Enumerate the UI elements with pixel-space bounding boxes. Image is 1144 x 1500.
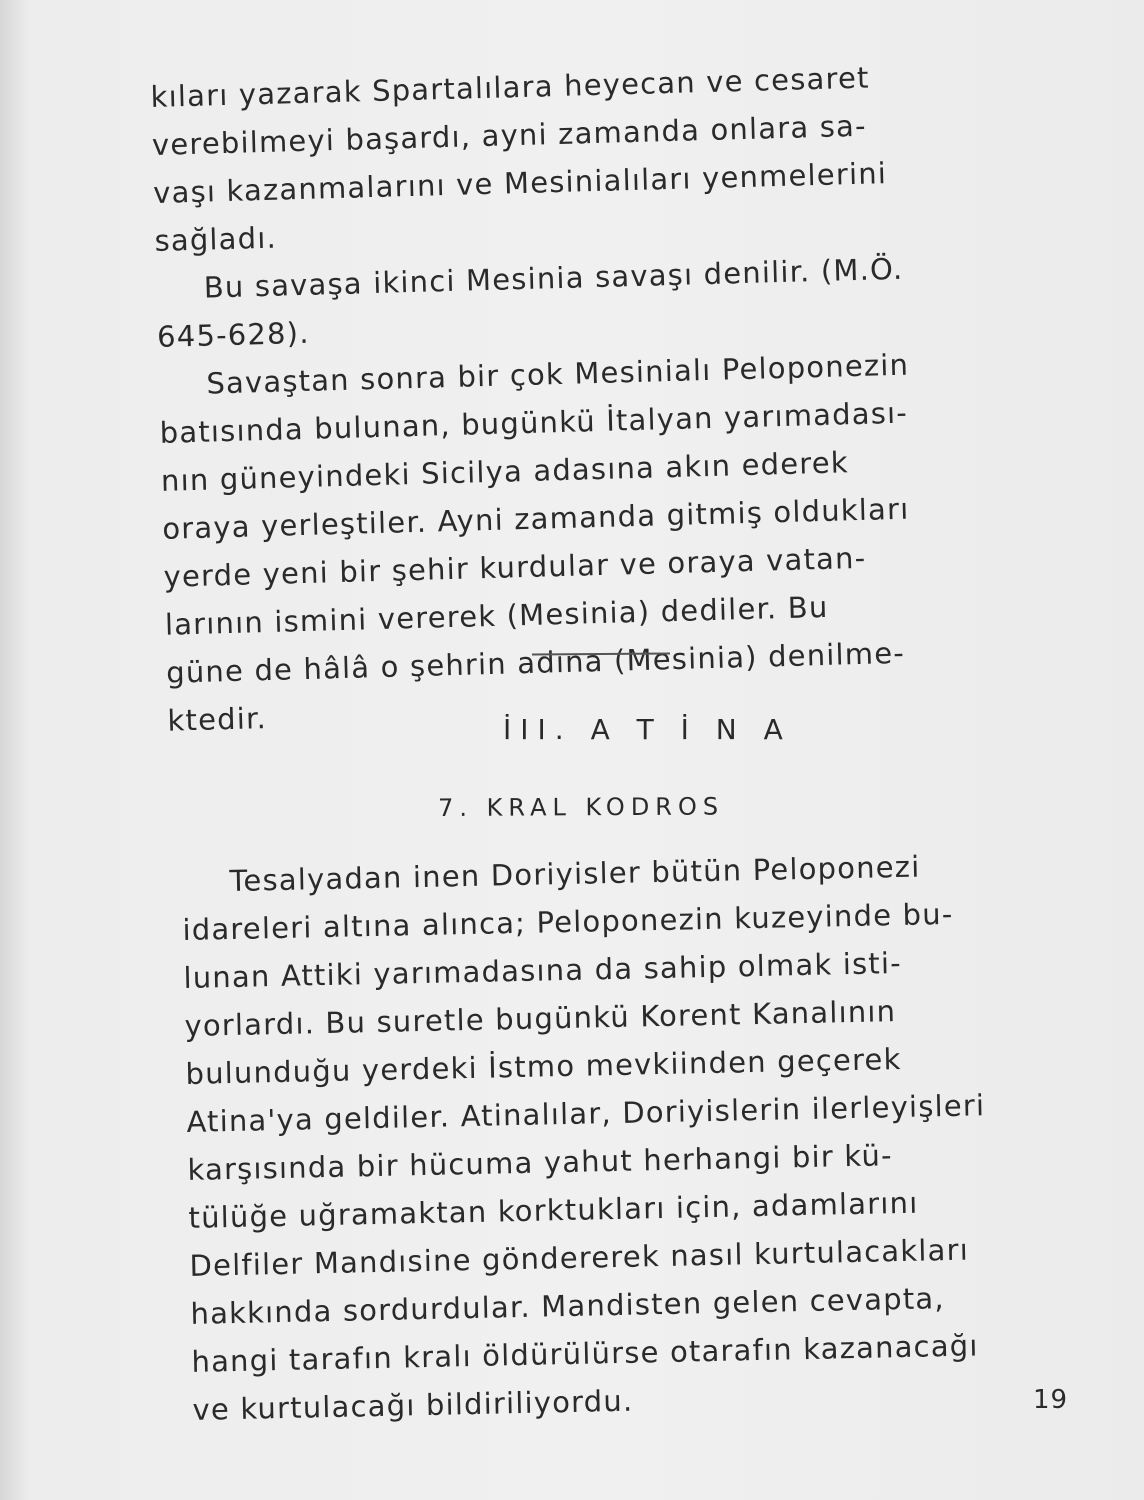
bottom-text-block (181, 841, 992, 1434)
section-title: İII. A T İ N A (503, 713, 792, 746)
text-line: nın güneyindeki Sicilya adasına akın ederek (160, 445, 850, 498)
text-line: kıları yazarak Spartalılara heyecan ve cesaret (150, 60, 871, 114)
text-line: batısında bulunan, bugünkü İtalyan yarımadası- (159, 395, 909, 450)
text-line: ve kurtulacağı bildiriliyordu. (192, 1383, 634, 1427)
text-line: yorlardı. Bu suretle bugünkü Korent Kanalının (184, 994, 897, 1043)
text-line: Atina'ya geldiler. Atinalılar, Doriyislerin ilerleyişleri (186, 1088, 986, 1139)
text-line: güne de hâlâ o şehrin adına (Mesinia) denilme- (165, 635, 906, 690)
text-line: karşısında bir hücuma yahut herhangi bir kü- (187, 1138, 894, 1187)
text-line: yerde yeni bir şehir kurdular ve oraya vatan- (163, 540, 867, 594)
section-subtitle: 7. KRAL KODROS (438, 792, 725, 822)
text-line: lunan Attiki yarımadasına da sahip olmak isti- (183, 945, 903, 995)
text-line: Bu savaşa ikinci Mesinia savaşı denilir. (M.Ö. (203, 251, 904, 305)
text-line: vaşı kazanmalarını ve Mesinialıları yenmelerini (152, 156, 888, 210)
top-text-block (150, 53, 919, 745)
text-line: larının ismini vererek (Mesinia) dediler. Bu (164, 589, 829, 642)
text-line: 645-628). (156, 315, 311, 354)
text-line: Savaştan sonra bir çok Mesinialı Peloponezin (205, 347, 910, 401)
text-line: tülüğe uğramaktan korktukları için, adamlarını (188, 1185, 919, 1235)
text-line: Delfiler Mandısine göndererek nasıl kurtulacakları (189, 1232, 970, 1283)
text-line: bulunduğu yerdeki İstmo mevkiinden geçerek (185, 1041, 902, 1091)
text-line: Tesalyadan inen Doriyisler bütün Peloponezi (229, 849, 921, 898)
page-number: 19 (1033, 1385, 1069, 1415)
text-line: ktedir. (167, 701, 268, 738)
text-line: hangi tarafın kralı öldürülürse otarafın kazanacağı (191, 1328, 979, 1379)
text-line: hakkında sordurdular. Mandisten gelen cevapta, (190, 1281, 946, 1331)
text-line: idareleri altına alınca; Peloponezin kuzeyinde bu- (182, 896, 954, 947)
text-line: oraya yerleştiler. Ayni zamanda gitmiş oldukları (161, 491, 910, 546)
text-line: sağladı. (154, 220, 278, 258)
text-line: verebilmeyi başardı, ayni zamanda onlara sa- (151, 108, 868, 162)
